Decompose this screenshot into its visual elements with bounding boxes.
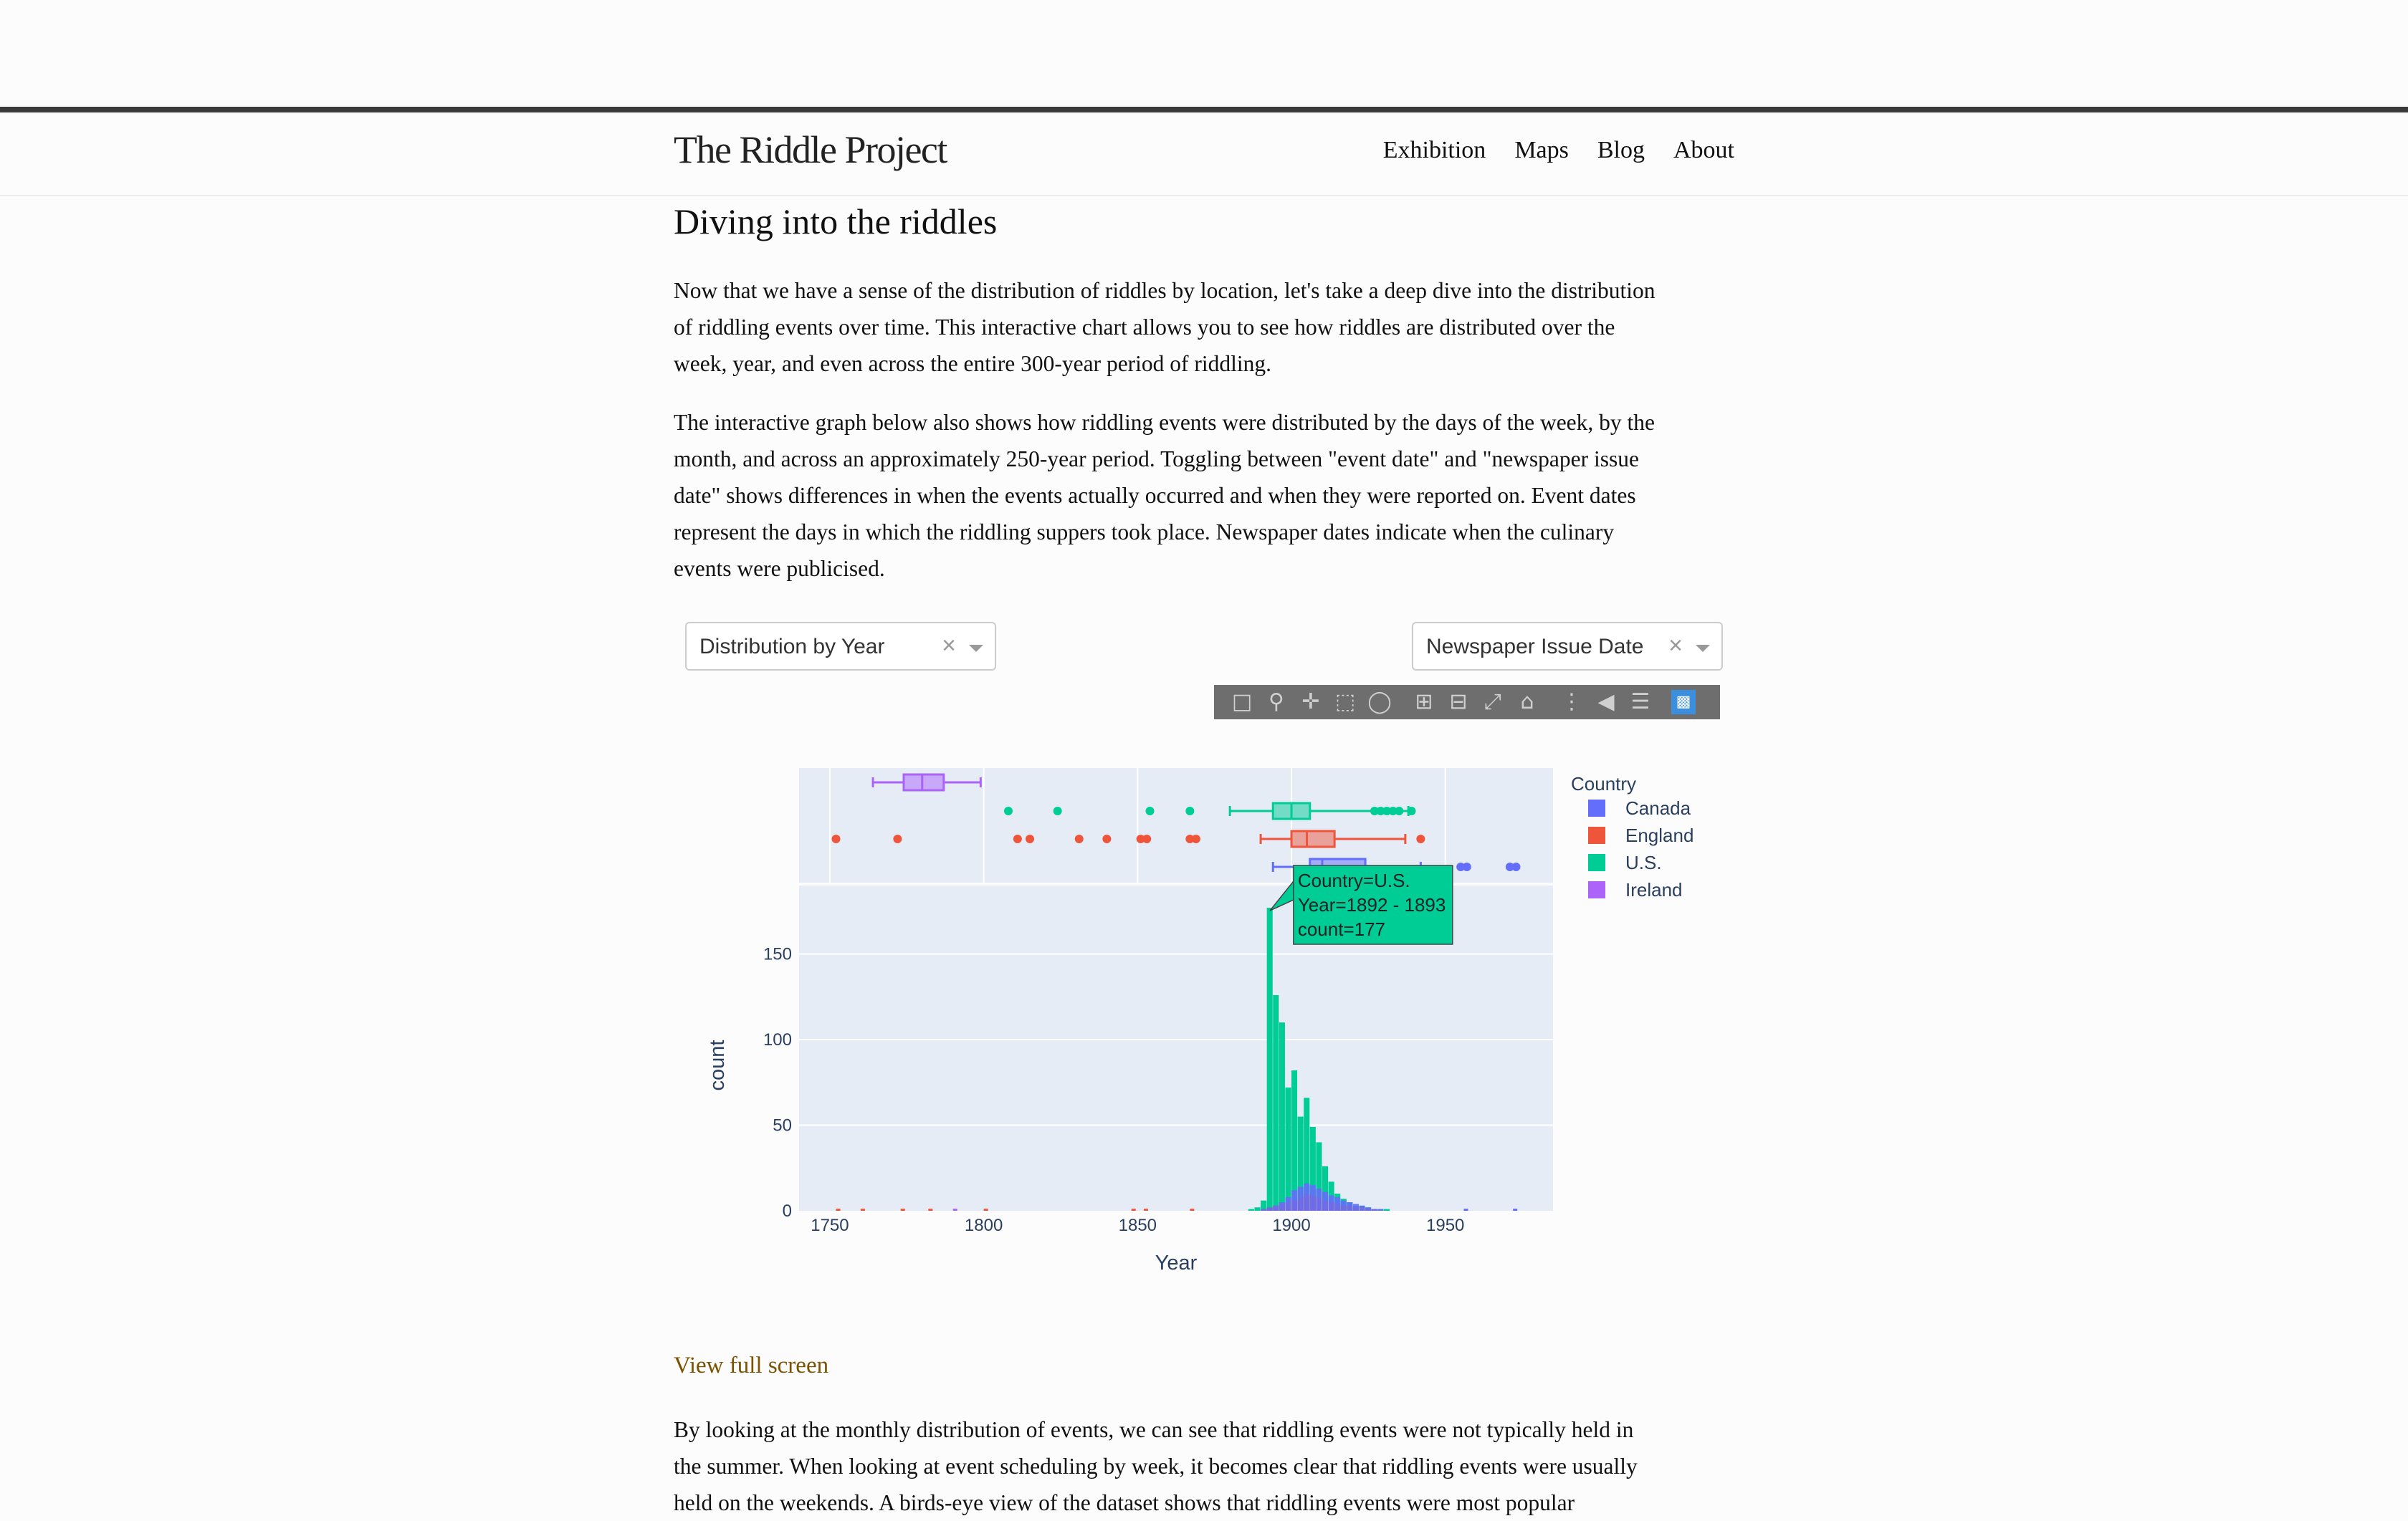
histogram-bar-canada <box>1291 1190 1297 1211</box>
histogram-bar-canada <box>1298 1187 1304 1211</box>
legend-item-england[interactable] <box>1588 825 1693 846</box>
histogram-bar-england <box>1132 1209 1136 1211</box>
histogram-bar-us <box>1285 1088 1291 1211</box>
histogram-bar-canada <box>1304 1184 1309 1211</box>
histogram-bar-canada <box>1365 1207 1371 1211</box>
date-type-select-value: Newspaper Issue Date <box>1426 635 1644 658</box>
distribution-select-value: Distribution by Year <box>699 635 885 658</box>
histogram-bar-canada <box>1513 1209 1517 1211</box>
histogram-bar-canada <box>1267 1207 1273 1211</box>
box-outlier-point <box>1026 835 1034 843</box>
camera-icon[interactable]: □ <box>1231 689 1253 714</box>
histogram-bar-canada <box>1347 1202 1352 1211</box>
legend-swatch <box>1588 881 1605 898</box>
box-outlier-point <box>1054 807 1062 815</box>
top-strip <box>0 107 2408 112</box>
legend-item-canada[interactable] <box>1588 797 1691 819</box>
box-select-icon[interactable]: ⬚ <box>1334 689 1356 714</box>
monthly-distribution-paragraph <box>674 1411 1742 1521</box>
distribution-select[interactable] <box>685 622 996 671</box>
hover-closest-icon[interactable]: ◀ <box>1597 689 1615 714</box>
y-tick-label: 150 <box>763 944 792 964</box>
tooltip-line: Country=U.S. <box>1297 870 1410 891</box>
histogram-bar-us <box>1267 908 1273 1211</box>
box-outlier-point <box>893 835 902 843</box>
nav-about[interactable]: About <box>1673 137 1734 163</box>
date-type-select[interactable] <box>1412 622 1723 671</box>
box-outlier-point <box>1395 807 1403 815</box>
box-outlier-point <box>1142 835 1151 843</box>
histogram-bar-canada <box>1353 1204 1359 1211</box>
histogram-bar-canada <box>1329 1195 1334 1211</box>
box-outlier-point <box>1463 863 1471 871</box>
nav-blog[interactable]: Blog <box>1597 137 1645 163</box>
histogram-bar-canada <box>1310 1185 1316 1211</box>
histogram-bar-england <box>984 1209 988 1211</box>
box-body-england <box>1291 831 1334 847</box>
plotly-logo-icon[interactable]: ▩ <box>1671 690 1696 714</box>
main-nav <box>1383 137 1734 164</box>
legend-label: Canada <box>1625 797 1691 819</box>
graph-description-paragraph <box>674 404 1742 587</box>
intro-line: week, year, and even across the entire 300-year period of riddling. <box>674 351 1272 376</box>
pan-icon[interactable]: ✛ <box>1301 689 1320 714</box>
box-outlier-point <box>1075 835 1084 843</box>
histogram-bar-us <box>1248 1209 1254 1211</box>
histogram-bar-canada <box>1279 1202 1285 1211</box>
intro-line: of riddling events over time. This interactive chart allows you to see how riddles are distributed over the <box>674 315 1615 340</box>
box-outlier-point <box>1102 835 1111 843</box>
box-outlier-point <box>1185 807 1194 815</box>
lasso-icon[interactable]: ◯ <box>1367 689 1392 714</box>
legend-swatch <box>1588 800 1605 817</box>
histogram-bar-canada <box>1316 1189 1322 1211</box>
legend-item-ireland[interactable] <box>1588 879 1683 901</box>
distribution-dropdown-arrow-icon[interactable] <box>969 645 983 652</box>
histogram-bar-us <box>1254 1207 1260 1211</box>
histogram-bar-us <box>1273 995 1279 1211</box>
box-outlier-point <box>1416 835 1425 843</box>
hover-compare-icon[interactable]: ☰ <box>1630 689 1650 714</box>
histogram-bar-us <box>1279 1022 1285 1211</box>
zoom-out-icon[interactable]: ⊟ <box>1449 689 1468 714</box>
histogram-bar-ireland <box>953 1209 957 1211</box>
histogram-bar-canada <box>1372 1209 1377 1211</box>
histogram-bar-england <box>928 1209 932 1211</box>
year-distribution-chart[interactable] <box>688 745 1720 1304</box>
box-outlier-point <box>1511 863 1520 871</box>
legend-title: Country <box>1571 773 1637 795</box>
box-outlier-point <box>1146 807 1155 815</box>
box-outlier-point <box>1407 807 1415 815</box>
legend-label: Ireland <box>1625 879 1683 901</box>
graph-description-line: date" shows differences in when the events actually occurred and when they were reported on. Event dates <box>674 483 1636 508</box>
legend-swatch <box>1588 827 1605 844</box>
graph-description-line: The interactive graph below also shows how riddling events were distributed by the days of the week, by the <box>674 410 1656 435</box>
histogram-bar-canada <box>1261 1209 1266 1211</box>
histogram-bar-canada <box>1285 1197 1291 1211</box>
chart-modebar <box>1214 685 1720 719</box>
legend-label: U.S. <box>1625 852 1662 873</box>
monthly-distribution-line: held on the weekends. A birds-eye view of the dataset shows that riddling events were most popular <box>674 1490 1575 1515</box>
y-tick-label: 100 <box>763 1030 792 1050</box>
monthly-distribution-line: By looking at the monthly distribution of events, we can see that riddling events were not typically held in <box>674 1417 1634 1442</box>
distribution-clear-icon[interactable]: × <box>942 632 956 659</box>
box-outlier-point <box>1192 835 1200 843</box>
histogram-bar-canada <box>1377 1209 1383 1211</box>
histogram-bar-canada <box>1359 1206 1365 1211</box>
y-tick-label: 0 <box>782 1201 792 1221</box>
zoom-in-icon[interactable]: ⊞ <box>1415 689 1433 714</box>
page-heading: Diving into the riddles <box>674 201 998 241</box>
x-tick-label: 1900 <box>1272 1216 1311 1235</box>
histogram-bar-england <box>836 1209 841 1211</box>
histogram-bar-canada <box>1273 1206 1279 1211</box>
spike-lines-icon[interactable]: ⋮ <box>1561 689 1582 714</box>
histogram-bar-canada <box>1463 1209 1468 1211</box>
x-tick-label: 1850 <box>1118 1216 1157 1235</box>
date-type-dropdown-arrow-icon[interactable] <box>1696 645 1710 652</box>
box-outlier-point <box>1013 835 1022 843</box>
histogram-bar-england <box>901 1209 905 1211</box>
site-title[interactable]: The Riddle Project <box>674 128 947 171</box>
graph-description-line: events were publicised. <box>674 556 885 581</box>
y-tick-label: 50 <box>773 1115 792 1136</box>
tooltip-line: count=177 <box>1297 918 1386 940</box>
histogram-bar-us <box>1384 1209 1390 1211</box>
box-outlier-point <box>1004 807 1013 815</box>
legend-item-us[interactable] <box>1588 852 1662 873</box>
intro-line: Now that we have a sense of the distribution of riddles by location, let's take a deep dive into the distribution <box>674 278 1656 303</box>
autoscale-icon[interactable]: ⤢ <box>1484 689 1501 714</box>
box-outlier-point <box>832 835 841 843</box>
x-axis-title: Year <box>1155 1252 1198 1275</box>
legend-label: England <box>1625 825 1694 846</box>
date-type-clear-icon[interactable]: × <box>1668 632 1683 659</box>
header-divider <box>0 195 2408 196</box>
monthly-distribution-line: the summer. When looking at event scheduling by week, it becomes clear that riddling events were usually <box>674 1454 1638 1479</box>
histogram-bar-canada <box>1322 1192 1328 1211</box>
histogram-bar-canada <box>1341 1201 1347 1211</box>
zoom-icon[interactable]: ⚲ <box>1268 689 1284 714</box>
legend-swatch <box>1588 854 1605 871</box>
x-tick-label: 1950 <box>1426 1216 1465 1235</box>
nav-exhibition[interactable]: Exhibition <box>1382 137 1486 163</box>
histogram-bar-england <box>1190 1209 1194 1211</box>
hover-tooltip <box>1270 865 1453 944</box>
x-tick-label: 1750 <box>811 1216 849 1235</box>
histogram-bar-canada <box>1334 1197 1340 1211</box>
y-axis-title: count <box>706 1040 729 1091</box>
histogram-bar-england <box>861 1209 865 1211</box>
intro-paragraph <box>674 272 1742 382</box>
graph-description-line: month, and across an approximately 250-year period. Toggling between "event date" and "newspaper issue <box>674 446 1640 471</box>
view-full-screen-link[interactable]: View full screen <box>674 1353 829 1378</box>
reset-axes-icon[interactable]: ⌂ <box>1520 689 1534 714</box>
tooltip-line: Year=1892 - 1893 <box>1297 894 1446 916</box>
nav-maps[interactable]: Maps <box>1514 137 1569 163</box>
histogram-bar-us <box>1291 1070 1297 1211</box>
histogram-bar-england <box>1144 1209 1148 1211</box>
x-tick-label: 1800 <box>964 1216 1003 1235</box>
box-body-ireland <box>904 774 944 790</box>
graph-description-line: represent the days in which the riddling suppers took place. Newspaper dates indicate when the culinary <box>674 519 1615 544</box>
